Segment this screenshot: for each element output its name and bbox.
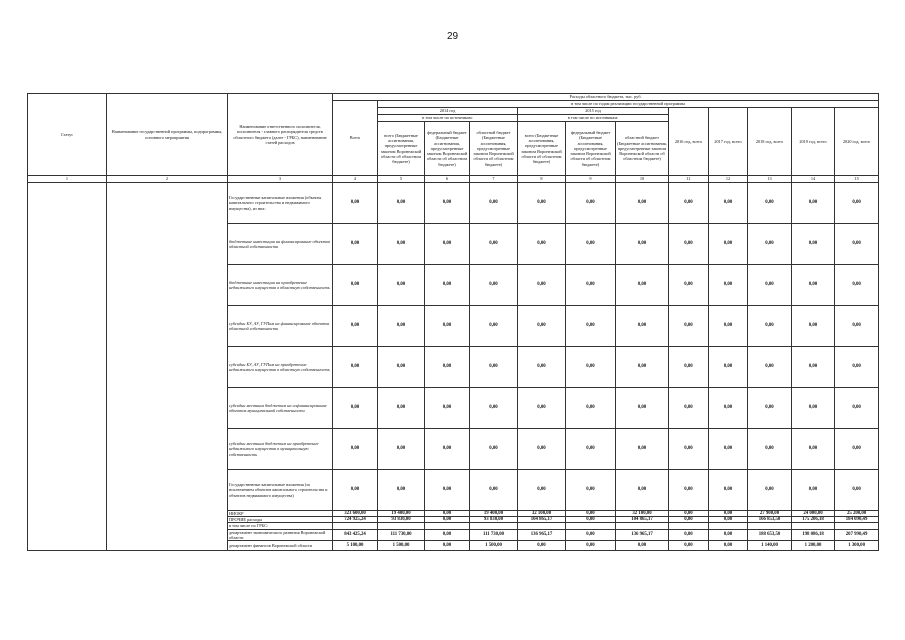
header-c5: всего (Бюджетные ассигнования, предусмотренные законом Воронежской области об областном бюджете) [378,122,425,176]
row-label: субсидии местным бюджетам на софинансирование объектов муниципальной собственности [228,388,333,429]
value-cell: 0,00 [566,224,616,265]
value-cell: 0,00 [566,388,616,429]
value-cell: 0,00 [669,388,709,429]
status-cell [28,183,107,551]
value-cell: 0,00 [616,306,669,347]
header-program: Наименование государственной программы, подпрограммы, основного мероприятия [107,94,228,176]
value-cell: 0,00 [518,429,566,470]
header-c10: областной бюджет (Бюджетные ассигнования, предусмотренные законом Воронежской области об областном бюджете) [616,122,669,176]
value-cell: 0,00 [518,183,566,224]
value-cell: 1 300,00 [835,541,879,551]
column-number: 3 [228,176,333,183]
value-cell: 0,00 [669,183,709,224]
row-label: субсидии БУ, АУ, ГУПам на приобретение недвижимого имущества в областную собственность [228,347,333,388]
value-cell: 0,00 [425,470,470,511]
header-group: Расходы областного бюджета, тыс. руб. [333,94,879,101]
value-cell: 0,00 [378,470,425,511]
value-cell: 1 200,00 [792,541,835,551]
value-cell: 0,00 [378,388,425,429]
value-cell: 0,00 [792,306,835,347]
row-label: субсидии местным бюджетам на приобретение недвижимого имущества в муниципальную собственность [228,429,333,470]
header-c8: всего (Бюджетные ассигнования, предусмотренные законом Воронежской области об областном бюджете) [518,122,566,176]
value-cell: 0,00 [378,306,425,347]
value-cell: 0,00 [709,529,748,540]
row-label: бюджетные инвестиции на приобретение недвижимого имущества в областную собственность [228,265,333,306]
value-cell: 0,00 [566,306,616,347]
header-responsible: Наименование ответственного исполнителя, исполнителя - главного распорядителя средств областного бюджета (далее - ГРБС), наименование статей расходов [228,94,333,176]
value-cell: 1 140,00 [748,541,792,551]
header-2014-sub: в том числе по источникам: [378,115,518,122]
value-cell: 198 086,18 [792,529,835,540]
value-cell: 0,00 [425,265,470,306]
value-cell: 0,00 [792,470,835,511]
header-c12: 2017 год, всего [709,108,748,176]
row-label: департамент экономического развития Воронежской области [228,529,333,540]
value-cell: 136 965,17 [518,529,566,540]
column-number: 5 [378,176,425,183]
column-number: 7 [470,176,518,183]
header-c6: федеральный бюджет (Бюджетные ассигнования, предусмотренные законом Воронежской области об областном бюджете) [425,122,470,176]
value-cell: 0,00 [669,470,709,511]
column-number: 11 [669,176,709,183]
value-cell: 0,00 [470,347,518,388]
value-cell: 0,00 [835,388,879,429]
value-cell: 104 865,17 [518,517,566,523]
value-cell: 0,00 [669,541,709,551]
value-cell: 111 730,00 [470,529,518,540]
value-cell: 0,00 [748,347,792,388]
row-label: в том числе по ГРБС: [228,523,333,529]
value-cell: 0,00 [709,224,748,265]
value-cell: 1 500,00 [378,541,425,551]
value-cell: 0,00 [616,224,669,265]
value-cell: 0,00 [518,541,566,551]
row-label: бюджетные инвестиции на финансирование объектов областной собственности [228,224,333,265]
value-cell: 0,00 [669,429,709,470]
value-cell: 0,00 [425,517,470,523]
header-c15: 2020 год, всего [835,108,879,176]
value-cell: 0,00 [748,306,792,347]
header-c13: 2018 год, всего [748,108,792,176]
value-cell: 5 100,00 [333,541,378,551]
value-cell: 93 830,00 [378,517,425,523]
column-number: 10 [616,176,669,183]
value-cell: 32 100,00 [518,511,566,517]
value-cell: 0,00 [333,429,378,470]
row-label: НИОКР [228,511,333,517]
value-cell: 0,00 [616,429,669,470]
header-2015: 2015 год [518,108,669,115]
value-cell: 0,00 [792,347,835,388]
value-cell: 0,00 [566,529,616,540]
header-c7: областной бюджет (Бюджетные ассигнования, предусмотренные законом Воронежской области об областном бюджете) [470,122,518,176]
value-cell: 0,00 [378,347,425,388]
value-cell: 136 965,17 [616,529,669,540]
value-cell: 0,00 [425,388,470,429]
header-c11: 2016 год, всего [669,108,709,176]
value-cell: 323 600,00 [333,511,378,517]
header-c9: федеральный бюджет (Бюджетные ассигнования, предусмотренные законом Воронежской области об областном бюджете) [566,122,616,176]
value-cell: 1 500,00 [470,541,518,551]
column-number: 2 [107,176,228,183]
value-cell: 0,00 [835,224,879,265]
table-body [28,183,879,551]
row-label: Государственные капитальные вложения (за исключением объектов капитального строительства и объектов недвижимого имущества) [228,470,333,511]
value-cell: 0,00 [470,470,518,511]
value-cell: 0,00 [333,388,378,429]
value-cell: 0,00 [748,224,792,265]
value-cell: 0,00 [792,429,835,470]
value-cell: 0,00 [616,541,669,551]
value-cell: 0,00 [470,224,518,265]
header-subgroup: в том числе по годам реализации государственной программы [378,101,879,108]
value-cell: 19 400,00 [378,511,425,517]
value-cell: 0,00 [748,265,792,306]
value-cell: 27 900,00 [748,511,792,517]
value-cell: 0,00 [518,224,566,265]
value-cell: 19 400,00 [470,511,518,517]
value-cell: 0,00 [425,183,470,224]
value-cell: 0,00 [709,347,748,388]
header-c14: 2019 год, всего [792,108,835,176]
value-cell: 0,00 [669,529,709,540]
value-cell: 0,00 [792,183,835,224]
column-number: 6 [425,176,470,183]
value-cell: 0,00 [709,429,748,470]
value-cell: 0,00 [333,470,378,511]
value-cell: 0,00 [518,265,566,306]
value-cell: 166 853,50 [748,517,792,523]
value-cell: 0,00 [669,265,709,306]
value-cell: 93 830,00 [470,517,518,523]
value-cell: 0,00 [616,347,669,388]
value-cell: 0,00 [566,347,616,388]
header-status: Статус [28,94,107,176]
value-cell: 0,00 [566,429,616,470]
value-cell: 0,00 [748,183,792,224]
value-cell: 0,00 [792,265,835,306]
page-number: 29 [446,31,459,42]
value-cell: 0,00 [333,347,378,388]
value-cell: 0,00 [470,306,518,347]
value-cell: 184 090,49 [835,517,879,523]
value-cell: 0,00 [378,429,425,470]
value-cell: 0,00 [333,265,378,306]
value-cell: 0,00 [425,529,470,540]
value-cell: 0,00 [616,388,669,429]
value-cell: 0,00 [709,511,748,517]
value-cell: 24 000,00 [792,511,835,517]
value-cell: 0,00 [566,511,616,517]
value-cell: 0,00 [835,183,879,224]
row-label: Государственные капитальные вложения (объекты капитального строительства и недвижимого имущества), из них: [228,183,333,224]
value-cell: 0,00 [566,517,616,523]
value-cell: 0,00 [835,347,879,388]
header-2015-sub: в том числе по источникам: [518,115,669,122]
value-cell: 0,00 [616,470,669,511]
value-cell: 0,00 [835,429,879,470]
column-number: 14 [792,176,835,183]
value-cell: 0,00 [792,388,835,429]
value-cell: 0,00 [470,388,518,429]
value-cell: 0,00 [709,470,748,511]
value-cell: 0,00 [792,224,835,265]
value-cell: 0,00 [333,183,378,224]
header-2014: 2014 год [378,108,518,115]
value-cell: 724 925,24 [333,517,378,523]
value-cell: 0,00 [669,347,709,388]
column-number: 9 [566,176,616,183]
value-cell: 0,00 [566,541,616,551]
value-cell: 0,00 [470,183,518,224]
value-cell: 207 990,49 [835,529,879,540]
program-cell [107,183,228,551]
value-cell: 0,00 [333,306,378,347]
budget-table [27,93,879,551]
value-cell: 0,00 [835,470,879,511]
column-number: 12 [709,176,748,183]
value-cell: 0,00 [709,265,748,306]
value-cell: 25 200,00 [835,511,879,517]
value-cell: 0,00 [378,183,425,224]
value-cell: 0,00 [669,517,709,523]
column-number: 8 [518,176,566,183]
value-cell: 0,00 [709,306,748,347]
value-cell: 0,00 [835,306,879,347]
column-number: 15 [835,176,879,183]
value-cell: 0,00 [709,183,748,224]
value-cell: 0,00 [709,388,748,429]
value-cell: 0,00 [425,429,470,470]
column-number-row [28,176,879,183]
value-cell: 0,00 [669,306,709,347]
value-cell: 104 865,17 [616,517,669,523]
value-cell: 0,00 [378,224,425,265]
header-total: Всего [333,101,378,176]
row-label: департамент финансов Воронежской области [228,541,333,551]
value-cell: 175 206,18 [792,517,835,523]
column-number: 4 [333,176,378,183]
value-cell: 843 425,24 [333,529,378,540]
value-cell: 0,00 [518,388,566,429]
value-cell: 0,00 [669,224,709,265]
value-cell: 0,00 [425,306,470,347]
value-cell: 0,00 [835,265,879,306]
column-number: 13 [748,176,792,183]
value-cell: 32 100,00 [616,511,669,517]
value-cell: 0,00 [669,511,709,517]
value-cell: 0,00 [748,470,792,511]
column-number: 1 [28,176,107,183]
value-cell: 0,00 [333,224,378,265]
value-cell: 0,00 [709,517,748,523]
value-cell: 0,00 [470,429,518,470]
value-cell: 0,00 [566,265,616,306]
value-cell: 0,00 [748,388,792,429]
value-cell: 188 653,50 [748,529,792,540]
value-cell: 0,00 [566,183,616,224]
row-label: субсидии БУ, АУ, ГУПам на финансирование объектов областной собственности [228,306,333,347]
value-cell: 0,00 [425,541,470,551]
value-cell: 0,00 [518,470,566,511]
row-label: ПРОЧИЕ расходы [228,517,333,523]
value-cell: 0,00 [518,347,566,388]
value-cell: 0,00 [566,470,616,511]
value-cell: 0,00 [425,347,470,388]
value-cell: 0,00 [616,183,669,224]
value-cell: 0,00 [425,224,470,265]
value-cell: 0,00 [616,265,669,306]
table-row [28,183,879,224]
value-cell: 0,00 [378,265,425,306]
value-cell: 0,00 [470,265,518,306]
value-cell: 0,00 [709,541,748,551]
value-cell: 0,00 [518,306,566,347]
value-cell: 111 730,00 [378,529,425,540]
value-cell: 0,00 [748,429,792,470]
value-cell: 0,00 [425,511,470,517]
